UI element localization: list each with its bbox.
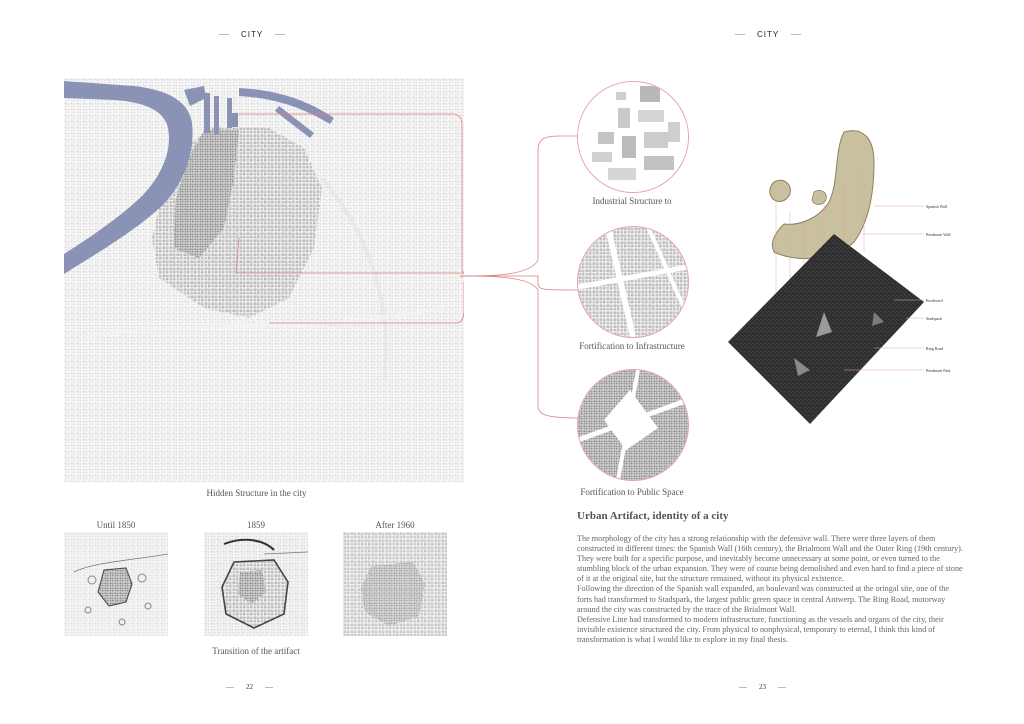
diagram-label-ring-road: Ring Road — [926, 346, 944, 351]
circle-caption-3: Fortification to Public Space — [580, 487, 684, 497]
left-header-text: CITY — [241, 30, 264, 39]
circle-public-space — [577, 369, 689, 481]
transition-map-1859 — [204, 532, 308, 636]
main-map-caption: Hidden Structure in the city — [206, 488, 307, 498]
left-page-number-text: 22 — [246, 683, 253, 691]
circle-caption-2: Fortification to Infrastructure — [579, 341, 685, 351]
left-page-header — [219, 30, 285, 39]
circle-industrial — [577, 81, 689, 193]
left-page-number — [226, 683, 273, 691]
diagram-label-brialmont-wall: Brialmont Wall — [926, 232, 951, 237]
hidden-structure-map — [64, 78, 464, 482]
transition-map-1850 — [64, 532, 168, 636]
article-body — [577, 534, 963, 645]
transition-caption: Transition of the artifact — [212, 646, 300, 656]
right-header-text: CITY — [757, 30, 780, 39]
transition-map-1960 — [343, 532, 447, 636]
right-page-number — [739, 683, 786, 691]
guide-lines — [460, 120, 580, 430]
transition-label-3: After 1960 — [375, 520, 415, 530]
diagram-label-spanish-wall: Spanish Wall — [926, 204, 948, 209]
diagram-label-boulevard: Boulevard — [926, 298, 943, 303]
diagram-label-stadspark: Stadspark — [926, 316, 942, 321]
article-paragraph-3: Defensive Line had transformed to modern infrastructure, functioning as the vessels and organs of the city, their invisible existence structured the city. From physical to nonphysical, temporary to eternal, I think this kind of transformation is what I would like to explore in my final thesis. — [577, 614, 944, 644]
layer-diagram — [724, 122, 964, 424]
circle-caption-1: Industrial Structure to — [592, 196, 672, 206]
circle-infrastructure — [577, 226, 689, 338]
diagram-label-brialmont-park: Brialmont Park — [926, 368, 951, 373]
transition-label-2: 1859 — [247, 520, 265, 530]
transition-label-1: Until 1850 — [96, 520, 136, 530]
right-page-number-text: 23 — [759, 683, 766, 691]
article-paragraph-2: Following the direction of the Spanish wall expanded, an boulevard was constructed at the oringal site, one of the forts had transformed to Stadspark, the largest public green space in central Antwerp. The Ring Road, motorway around the city was constructed by the trace of the Brialmont Wall. — [577, 584, 949, 614]
article-paragraph-1: The morphology of the city has a strong relationship with the defensive wall. There were three layers of them constructed in different times: the Spanish Wall (16th century), the Brialmont Wall and the Outer Ring (19th century). They were built for a specific purpose, and inevitably become unnecessary at some point, or even turned to the stumbling block of the urban expansion. They were of course being demolished and even hard to find a piece of stone of it at the original site, but the structure remained, without its physical existence. — [577, 534, 963, 584]
right-page-header — [735, 30, 801, 39]
article-title: Urban Artifact, identity of a city — [577, 510, 729, 522]
